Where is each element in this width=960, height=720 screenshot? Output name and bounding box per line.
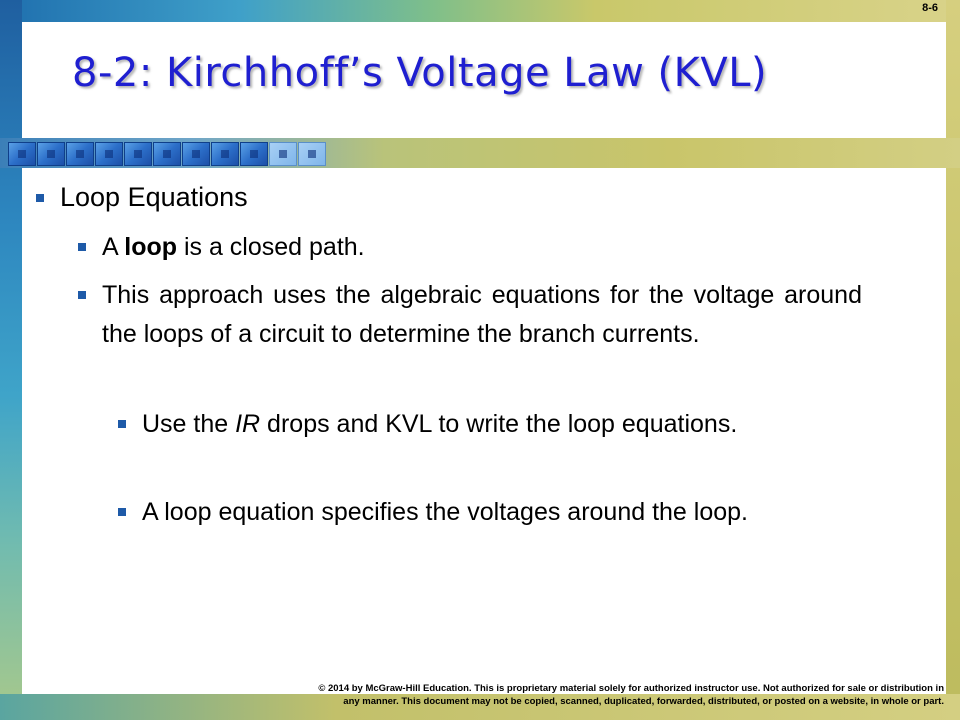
bullet-square-icon [78, 243, 86, 251]
slide-number: 8-6 [922, 2, 938, 14]
bullet-loop-definition [102, 228, 862, 267]
loop-def-pre: A [102, 233, 125, 261]
ir-term: IR [235, 410, 261, 438]
bullet-square-icon [78, 291, 86, 299]
bullet-approach: This approach uses the algebraic equations for the voltage around the loops of a circuit to determine the branch currents. [102, 281, 862, 348]
decorative-squares [8, 142, 326, 166]
square-icon [211, 142, 239, 166]
slide-canvas [22, 22, 946, 694]
copyright-line-2: any manner. This document may not be copied, scanned, duplicated, forwarded, distributed, or posted on a website, in whole or part. [343, 696, 944, 707]
square-icon [66, 142, 94, 166]
square-icon [124, 142, 152, 166]
square-icon [298, 142, 326, 166]
bullet-square-icon [118, 420, 126, 428]
copyright-line-1: © 2014 by McGraw-Hill Education. This is proprietary material solely for authorized instructor use. Not authorized for sale or distribution in [318, 683, 944, 694]
ir-post: drops and KVL to write the loop equations. [260, 410, 738, 438]
copyright-footer [232, 682, 944, 708]
frame-top [0, 0, 960, 22]
bullet-square-icon [36, 194, 44, 202]
loop-term: loop [124, 233, 178, 261]
square-icon [240, 142, 268, 166]
bullet-square-icon [118, 508, 126, 516]
square-icon [8, 142, 36, 166]
square-icon [182, 142, 210, 166]
bullet-loop-equation: A loop equation specifies the voltages around the loop. [142, 498, 748, 526]
square-icon [153, 142, 181, 166]
ir-pre: Use the [142, 410, 236, 438]
square-icon [37, 142, 65, 166]
frame-left [0, 0, 22, 720]
square-icon [269, 142, 297, 166]
slide-title: 8-2: Kirchhoff’s Voltage Law (KVL) [72, 50, 768, 96]
loop-def-post: is a closed path. [177, 233, 365, 261]
heading-bullet: Loop Equations [60, 182, 248, 212]
bullet-ir-drops [142, 405, 862, 444]
square-icon [95, 142, 123, 166]
frame-right [946, 0, 960, 720]
